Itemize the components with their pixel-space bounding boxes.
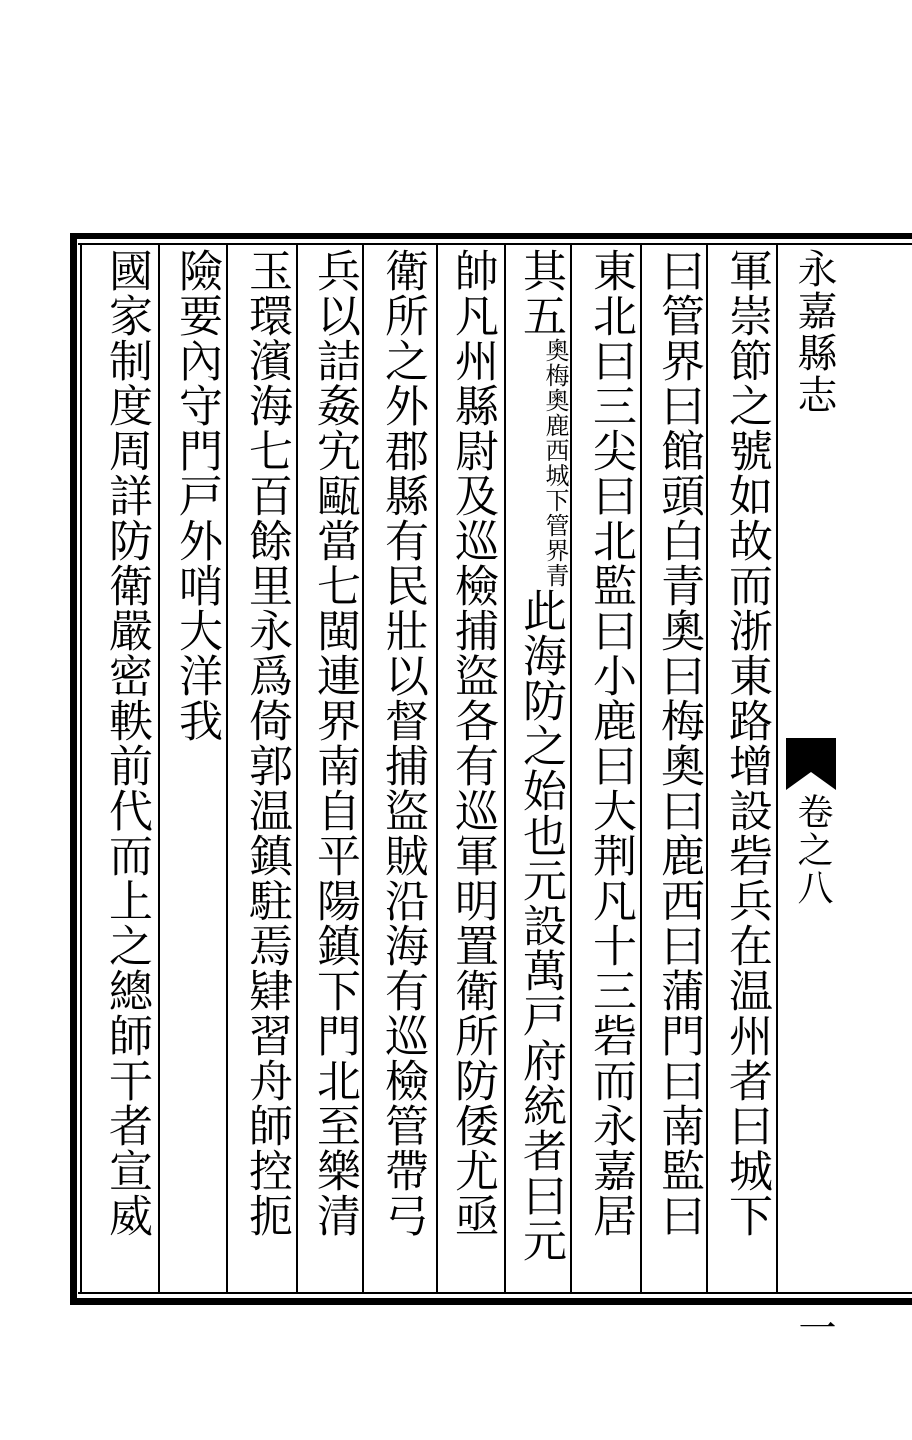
running-title: 永嘉縣志 — [791, 248, 837, 416]
fishtail-mark-icon — [786, 738, 836, 790]
column-rule — [362, 245, 364, 1293]
text-column: 曰管界曰館頭白青奧曰梅奧曰鹿西曰蒲門曰南監曰 — [653, 248, 704, 1238]
column-text-before-gloss: 其五 — [515, 248, 566, 338]
text-column: 險要內守門戸外哨大洋我 — [171, 248, 222, 743]
gloss-right-line: 城下管界青 — [541, 463, 569, 588]
interlinear-gloss — [542, 338, 568, 588]
column-rule — [158, 245, 160, 1293]
text-column: 帥凡州縣尉及巡檢捕盜各有巡軍明置衛所防倭尤亟 — [447, 248, 498, 1238]
column-rule — [776, 245, 778, 1293]
frame-top-border — [70, 233, 912, 239]
text-column: 兵以詰姦宄甌當七閩連界南自平陽鎮下門北至樂清 — [309, 248, 360, 1238]
page-margin-column — [782, 248, 842, 1346]
column-text-after-gloss: 此海防之始也元設萬戸府統者曰元 — [515, 588, 566, 1263]
frame-bottom-border — [70, 1298, 912, 1305]
frame-bottom-inner-border — [78, 1292, 912, 1294]
gloss-left-line: 奧梅奧鹿西 — [541, 338, 569, 463]
column-rule — [226, 245, 228, 1293]
column-rule — [436, 245, 438, 1293]
text-column-with-gloss — [512, 248, 568, 1288]
column-rule — [296, 245, 298, 1293]
column-rule — [640, 245, 642, 1293]
frame-left-inner-border — [80, 243, 82, 1294]
text-column: 國家制度周詳防衛嚴密軼前代而上之總師干者宣威 — [101, 248, 152, 1238]
frame-top-inner-border — [78, 243, 912, 245]
text-column: 玉環濱海七百餘里永爲倚郭温鎮駐焉肄習舟師控扼 — [241, 248, 292, 1238]
section-label: 卷之八 — [792, 793, 833, 907]
column-rule — [706, 245, 708, 1293]
column-rule — [570, 245, 572, 1293]
frame-left-border — [70, 233, 77, 1305]
text-column: 軍崇節之號如故而浙東路增設砦兵在温州者曰城下 — [721, 248, 772, 1238]
text-column: 東北曰三尖曰北監曰小鹿曰大荆凡十三砦而永嘉居 — [585, 248, 636, 1238]
folio-number: 一 — [792, 1308, 836, 1346]
column-rule — [504, 245, 506, 1293]
text-column: 衛所之外郡縣有民壯以督捕盜賊沿海有巡檢管帶弓 — [377, 248, 428, 1238]
